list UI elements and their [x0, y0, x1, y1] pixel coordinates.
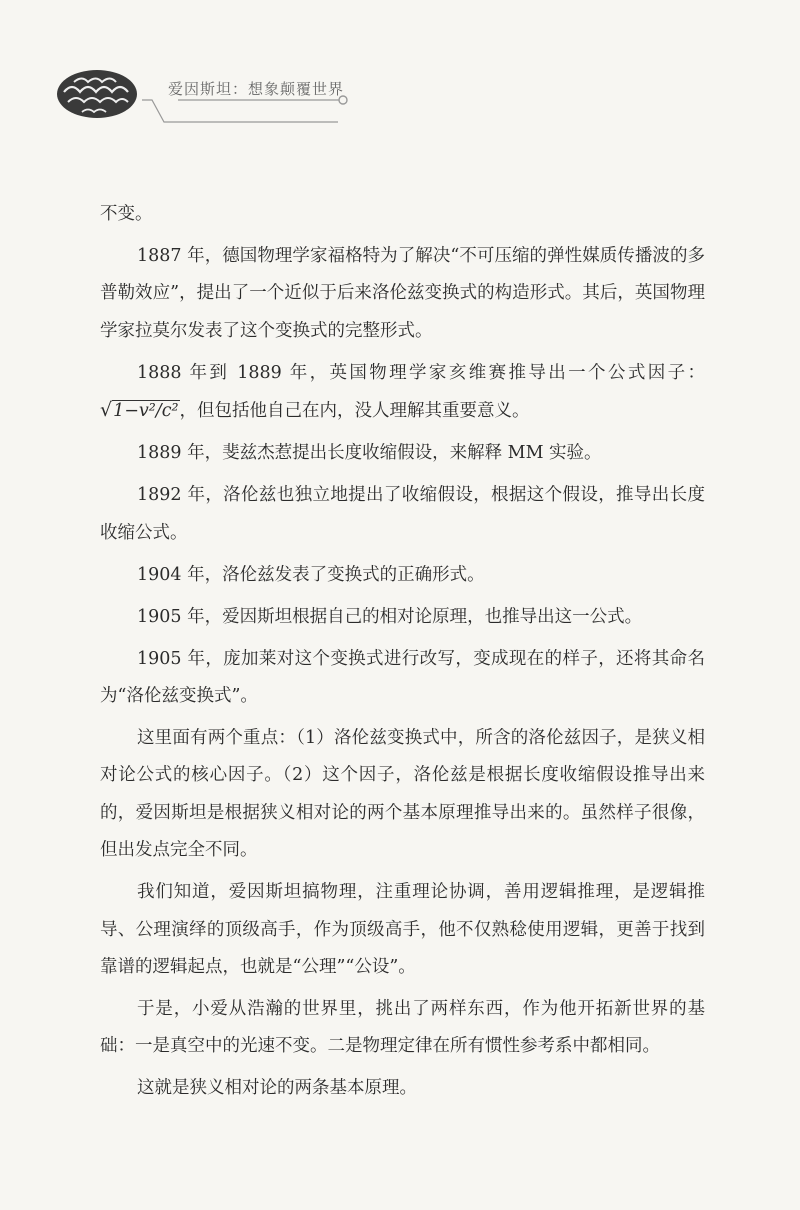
- paragraph: 于是，小爱从浩瀚的世界里，挑出了两样东西，作为他开拓新世界的基础：一是真空中的光速不变。二是物理定律在所有惯性参考系中都相同。: [100, 999, 705, 1057]
- paragraph: 这就是狭义相对论的两条基本原理。: [137, 1078, 417, 1099]
- body-text: [100, 196, 705, 1108]
- paragraph-text: ，但包括他自己在内，没人理解其重要意义。: [179, 401, 530, 422]
- formula-body: 1−v²/c²: [113, 401, 179, 422]
- paragraph: 不变。: [100, 204, 153, 224]
- page-header: [0, 0, 800, 140]
- paragraph-text: 1888 年到 1889 年，英国物理学家亥维赛推导出一个公式因子：: [137, 362, 705, 383]
- paragraph: 这里面有两个重点：（1）洛伦兹变换式中，所含的洛伦兹因子，是狭义相对论公式的核心因子。（2）这个因子，洛伦兹是根据长度收缩假设推导出来的，爱因斯坦是根据狭义相对论的两个基本原理推导出来的。虽然样子很像，但出发点完全不同。: [100, 728, 705, 861]
- brain-icon: [52, 64, 142, 122]
- paragraph: 1904 年，洛伦兹发表了变换式的正确形式。: [137, 564, 485, 585]
- sqrt-symbol: √: [100, 399, 113, 422]
- paragraph: 1889 年，斐兹杰惹提出长度收缩假设，来解释 MM 实验。: [137, 443, 602, 464]
- paragraph: 1892 年，洛伦兹也独立地提出了收缩假设，根据这个假设，推导出长度收缩公式。: [100, 485, 705, 543]
- running-header-title: 爱因斯坦：想象颠覆世界: [168, 80, 345, 98]
- paragraph: 我们知道，爱因斯坦搞物理，注重理论协调，善用逻辑推理，是逻辑推导、公理演绎的顶级高手，作为顶级高手，他不仅熟稔使用逻辑，更善于找到靠谱的逻辑起点，也就是“公理”“公设”。: [100, 882, 705, 978]
- paragraph: 1905 年，庞加莱对这个变换式进行改写，变成现在的样子，还将其命名为“洛伦兹变换式”。: [100, 648, 705, 707]
- paragraph: 1887 年，德国物理学家福格特为了解决“不可压缩的弹性媒质传播波的多普勒效应”，提出了一个近似于后来洛伦兹变换式的构造形式。其后，英国物理学家拉莫尔发表了这个变换式的完整形式。: [100, 246, 705, 341]
- lorentz-factor-formula: [100, 401, 180, 421]
- paragraph: 1905 年，爱因斯坦根据自己的相对论原理，也推导出这一公式。: [137, 606, 643, 627]
- paragraph: [100, 355, 705, 431]
